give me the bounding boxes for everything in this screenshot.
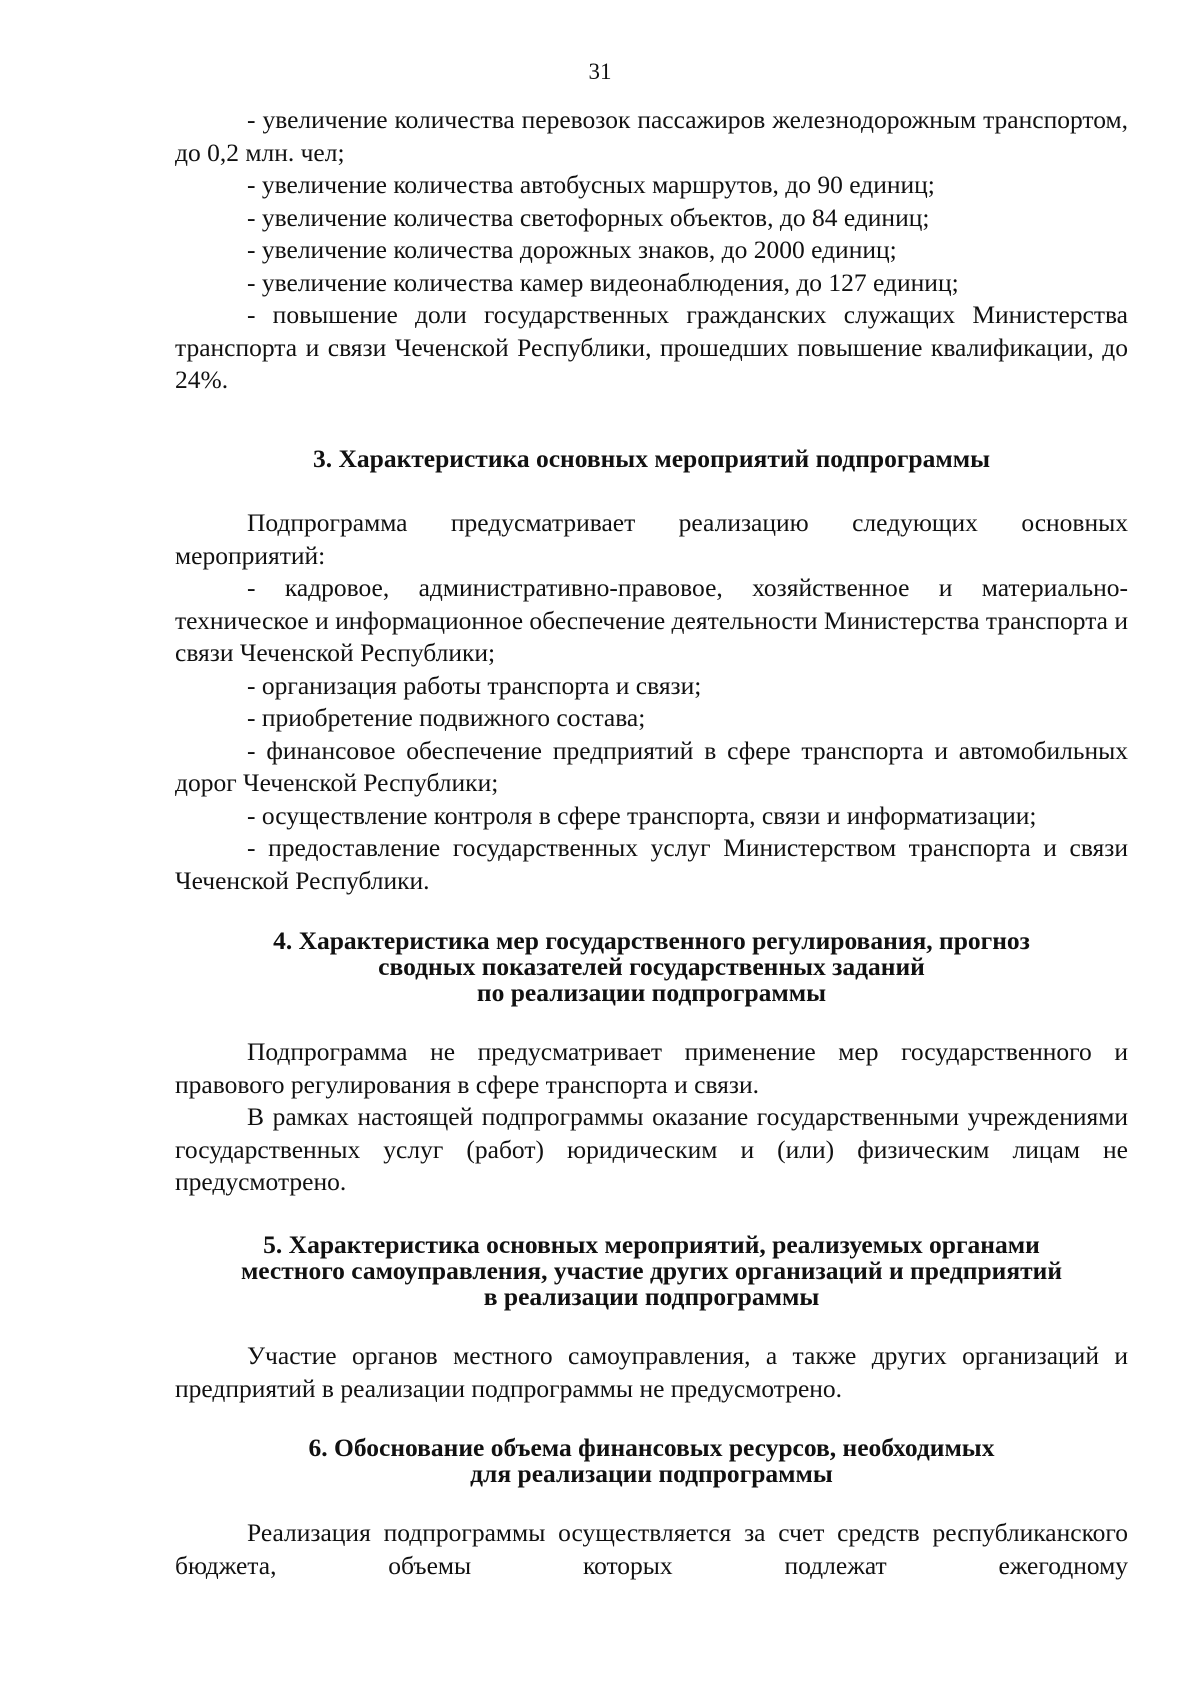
section-4-heading-line: по реализации подпрограммы bbox=[476, 978, 827, 1007]
list-item: - приобретение подвижного состава; bbox=[247, 703, 646, 732]
list-item: - увеличение количества светофорных объектов, до 84 единиц; bbox=[247, 202, 930, 232]
list-item: - кадровое, административно-правовое, хозяйственное и материально-техническое и информационное обеспечение деятельности Министерства транспорта и связи Чеченской Республики; bbox=[175, 573, 1129, 667]
section-4-heading-line: сводных показателей государственных заданий bbox=[378, 952, 925, 981]
section-6-heading-line: 6. Обоснование объема финансовых ресурсов, необходимых bbox=[308, 1433, 995, 1462]
section-5-paragraph: Участие органов местного самоуправления, а также других организаций и предприятий в реализации подпрограммы не предусмотрено. bbox=[175, 1341, 1128, 1403]
section-4-paragraph: В рамках настоящей подпрограммы оказание государственными учреждениями государственных услуг (работ) юридическим и (или) физическим лицам не предусмотрено. bbox=[175, 1102, 1128, 1196]
section-4-paragraph: Подпрограмма не предусматривает применение мер государственного и правового регулирования в сфере транспорта и связи. bbox=[175, 1037, 1128, 1099]
section-4-heading-line: 4. Характеристика мер государственного регулирования, прогноз bbox=[273, 926, 1030, 955]
section-6-body bbox=[175, 1517, 1128, 1582]
page-number: 31 bbox=[588, 59, 612, 84]
list-item: - предоставление государственных услуг Министерством транспорта и связи Чеченской Республики. bbox=[175, 833, 1128, 895]
top-list bbox=[175, 104, 1128, 397]
section-6-heading-block bbox=[175, 1435, 1128, 1487]
section-3-heading-block bbox=[175, 446, 1128, 472]
list-item: - осуществление контроля в сфере транспорта, связи и информатизации; bbox=[247, 800, 1037, 830]
section-4-heading-block bbox=[175, 928, 1128, 1006]
section-5-body bbox=[175, 1340, 1128, 1405]
list-item: - повышение доли государственных гражданских служащих Министерства транспорта и связи Чеченской Республики, прошедших повышение квалификации, до 24%. bbox=[175, 300, 1128, 394]
section-4-body bbox=[175, 1036, 1128, 1199]
section-5-heading-line: местного самоуправления, участие других организаций и предприятий bbox=[240, 1256, 1063, 1285]
section-6-heading-line: для реализации подпрограммы bbox=[470, 1459, 833, 1488]
section-5-heading-block bbox=[175, 1232, 1128, 1310]
list-item: - увеличение количества автобусных маршрутов, до 90 единиц; bbox=[247, 170, 935, 199]
list-item: - увеличение количества перевозок пассажиров железнодорожным транспортом, до 0,2 млн. чел; bbox=[175, 105, 1128, 167]
section-6-paragraph: Реализация подпрограммы осуществляется за счет средств республиканского бюджета, объемы которых подлежат ежегодному bbox=[175, 1518, 1128, 1580]
section-3-heading: 3. Характеристика основных мероприятий подпрограммы bbox=[312, 444, 990, 473]
section-5-heading-line: 5. Характеристика основных мероприятий, реализуемых органами bbox=[263, 1230, 1040, 1259]
list-item: - организация работы транспорта и связи; bbox=[247, 670, 702, 700]
section-5-heading-line: в реализации подпрограммы bbox=[483, 1282, 820, 1311]
list-item: - увеличение количества дорожных знаков, до 2000 единиц; bbox=[247, 235, 897, 264]
list-item: - увеличение количества камер видеонаблюдения, до 127 единиц; bbox=[247, 267, 959, 297]
section-3-body bbox=[175, 507, 1128, 897]
section-3-intro: Подпрограмма предусматривает реализацию следующих основных мероприятий: bbox=[175, 508, 1128, 570]
list-item: - финансовое обеспечение предприятий в сфере транспорта и автомобильных дорог Чеченской Республики; bbox=[175, 735, 1128, 797]
